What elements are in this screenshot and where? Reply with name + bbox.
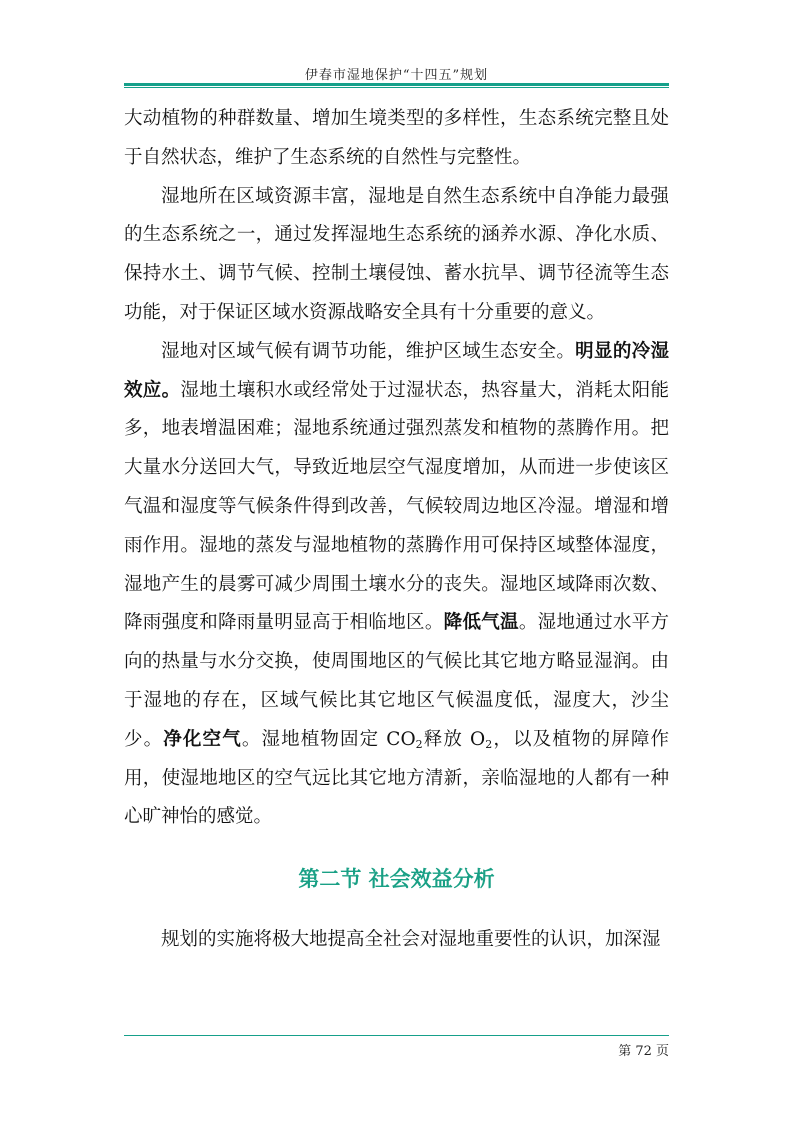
page-content bbox=[124, 100, 669, 960]
paragraph-3-text-3: 。湿地通过水平方向的热量与水分交换，使周围地区的气候比其它地方略显湿润。由于湿地的存在，区域气候比其它地区气候温度低，湿度大，沙尘少。 bbox=[124, 612, 669, 750]
term-lower-temperature: 降低气温 bbox=[443, 612, 519, 634]
paragraph-3-text-1: 湿地对区域气候有调节功能，维护区域生态安全。 bbox=[161, 340, 576, 362]
subscript-co2: 2 bbox=[415, 737, 423, 751]
page-header-title: 伊春市湿地保护“十四五”规划 bbox=[304, 68, 489, 83]
paragraph-4: 规划的实施将极大地提高全社会对湿地重要性的认识，加深湿 bbox=[161, 929, 661, 951]
paragraph-3-text-5: 释放 O bbox=[422, 728, 486, 750]
footer-rule bbox=[124, 1035, 669, 1036]
paragraph-2: 湿地所在区域资源丰富，湿地是自然生态系统中自净能力最强的生态系统之一，通过发挥湿地生态系统的涵养水源、净化水质、保持水土、调节气候、控制土壤侵蚀、蓄水抗旱、调节径流等生态功能，对于保证区域水资源战略安全具有十分重要的意义。 bbox=[124, 185, 669, 323]
term-purify-air: 净化空气 bbox=[163, 728, 242, 750]
section-heading: 第二节 社会效益分析 bbox=[298, 867, 495, 892]
paragraph-3 bbox=[124, 333, 669, 837]
paragraph-3-text-2: 湿地土壤积水或经常处于过湿状态，热容量大，消耗太阳能多，地表增温困难；湿地系统通过强烈蒸发和植物的蒸腾作用。把大量水分送回大气，导致近地层空气湿度增加，从而进一步使该区气温和湿度等气候条件得到改善，气候较周边地区冷湿。增湿和增雨作用。湿地的蒸发与湿地植物的蒸腾作用可保持区域整体湿度，湿地产生的晨雾可减少周围土壤水分的丧失。湿地区域降雨次数、降雨强度和降雨量明显高于相临地区。 bbox=[124, 379, 669, 634]
header-rule bbox=[124, 83, 669, 88]
paragraph-1: 大动植物的种群数量、增加生境类型的多样性，生态系统完整且处于自然状态，维护了生态系统的自然性与完整性。 bbox=[124, 108, 669, 168]
paragraph-3-text-4: 。湿地植物固定 CO bbox=[241, 728, 416, 750]
page-number: 第 72 页 bbox=[618, 1044, 669, 1059]
subscript-o2: 2 bbox=[485, 737, 493, 751]
paragraph-3-text-6: ，以及植物的屏障作用，使湿地地区的空气远比其它地方清新，亲临湿地的人都有一种心旷神怡的感觉。 bbox=[124, 728, 669, 828]
term-cold-wet-effect: 明显的冷湿效应。 bbox=[124, 340, 669, 401]
